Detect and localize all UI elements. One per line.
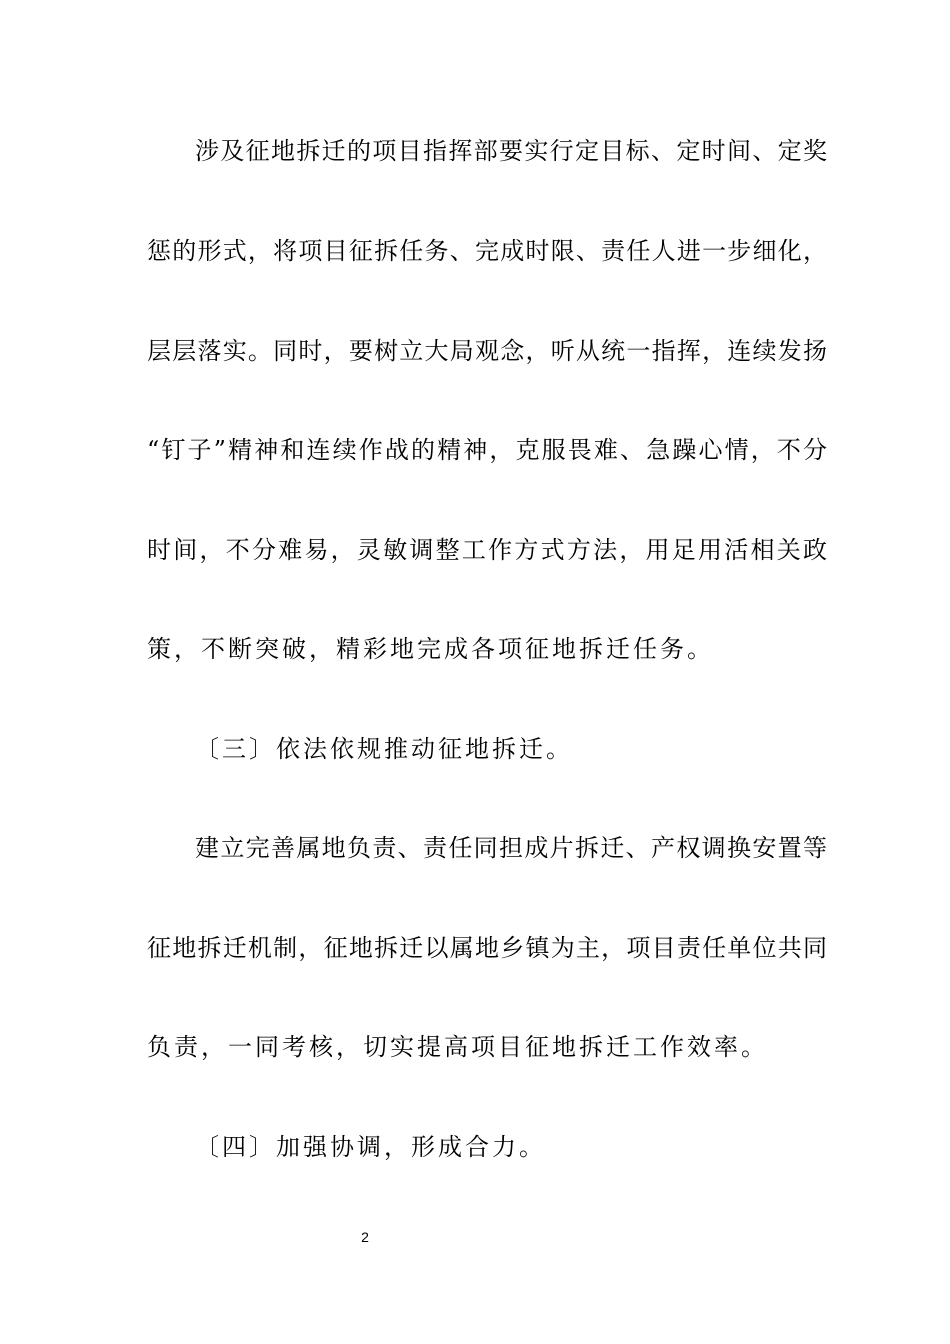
paragraph-line-3: 层层落实。同时，要树立大局观念，听从统一指挥，连续发扬	[147, 337, 827, 365]
section-heading-3: 〔三〕依法依规推动征地拆迁。	[195, 735, 573, 763]
paragraph-line-8: 征地拆迁机制，征地拆迁以属地乡镇为主，项目责任单位共同	[147, 934, 827, 962]
paragraph-line-6: 策，不断突破，精彩地完成各项征地拆迁任务。	[147, 635, 714, 663]
paragraph-line-9: 负责，一同考核，切实提高项目征地拆迁工作效率。	[147, 1033, 768, 1061]
paragraph-line-7: 建立完善属地负责、责任同担成片拆迁、产权调换安置等	[195, 834, 827, 862]
paragraph-line-2: 惩的形式，将项目征拆任务、完成时限、责任人进一步细化，	[147, 237, 827, 265]
paragraph-line-5: 时间，不分难易，灵敏调整工作方式方法，用足用活相关政	[147, 536, 827, 564]
paragraph-line-1: 涉及征地拆迁的项目指挥部要实行定目标、定时间、定奖	[195, 137, 827, 165]
page-number: 2	[361, 1229, 369, 1245]
paragraph-line-4: “钉子”精神和连续作战的精神，克服畏难、急躁心情，不分	[147, 436, 827, 464]
section-heading-4: 〔四〕加强协调，形成合力。	[195, 1133, 546, 1161]
